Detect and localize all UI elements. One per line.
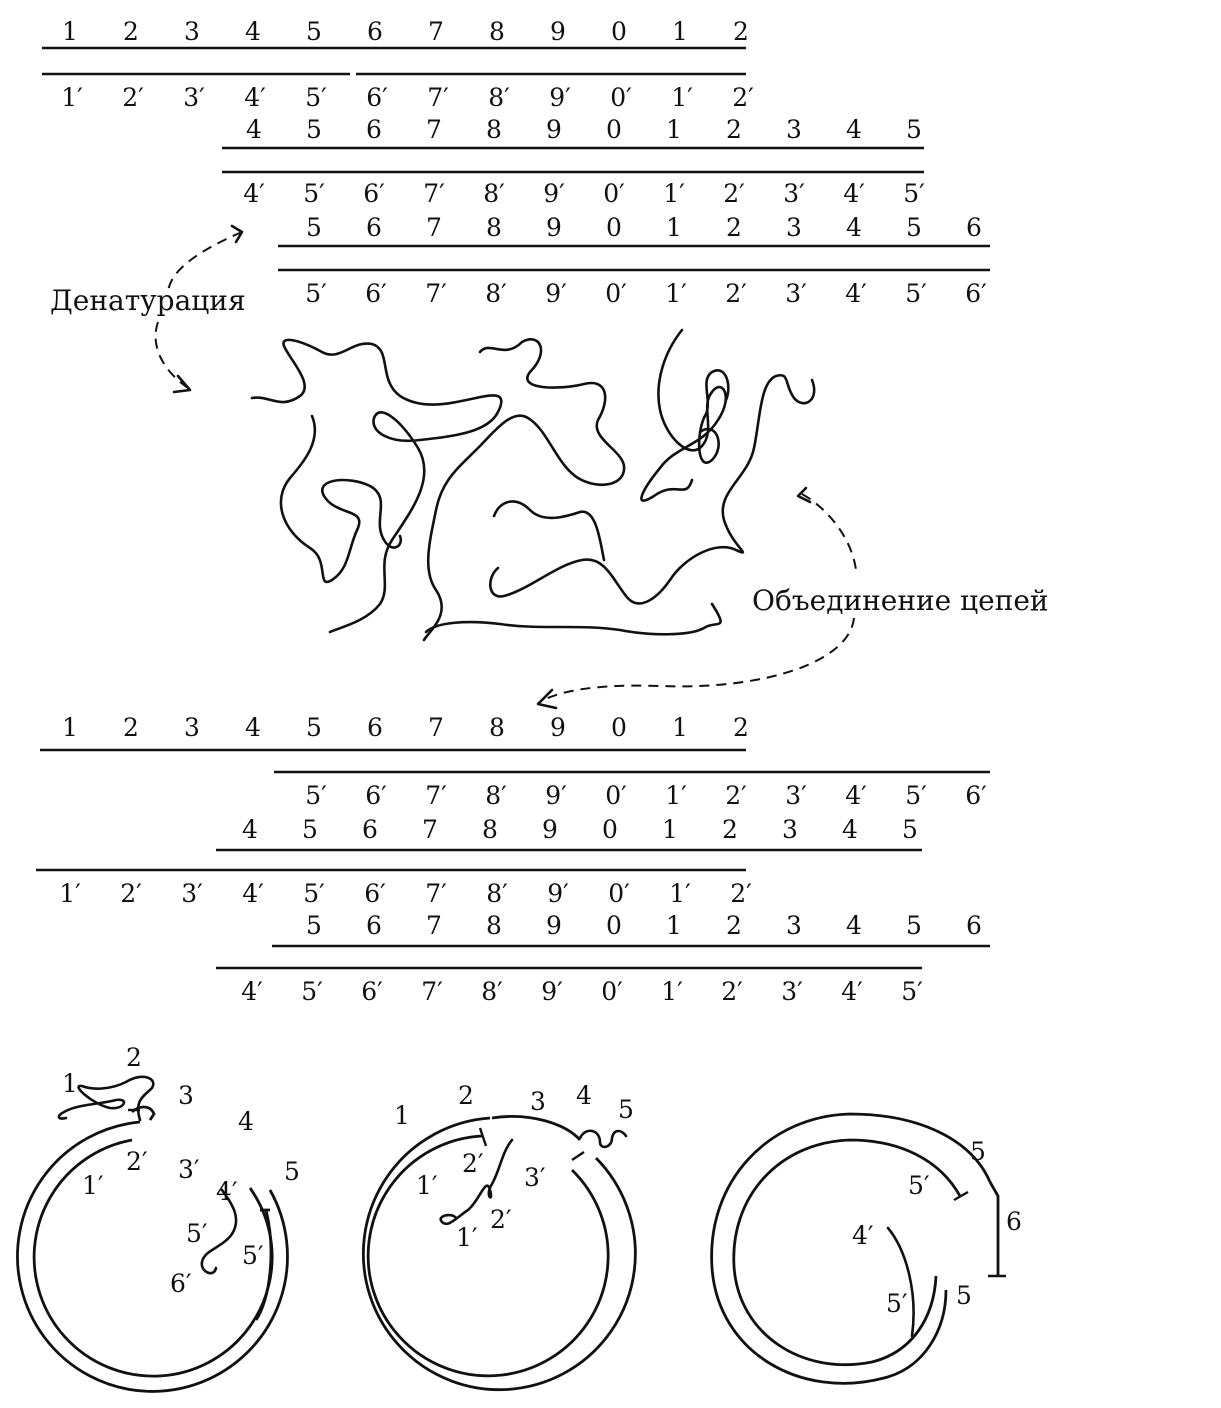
annealed-row-3-label-9: 2 xyxy=(722,815,738,844)
annealed-row-4-label-3: 3′ xyxy=(181,879,203,908)
duplex-3-top-label-6: 0 xyxy=(606,213,622,242)
circle-2-outer-ring-arc xyxy=(363,1118,635,1390)
duplex-3-bottom-label-11: 5′ xyxy=(905,279,927,308)
annealed-row-4-label-4: 4′ xyxy=(242,879,264,908)
duplex-3-top-label-8: 2 xyxy=(726,213,742,242)
duplex-3-bottom-label-6: 0′ xyxy=(605,279,627,308)
annealed-row-4-label-9: 9′ xyxy=(547,879,569,908)
duplex-1-bottom-label-2: 2′ xyxy=(122,83,144,112)
annealed-row-2-label-7: 1′ xyxy=(665,781,687,810)
annealed-row-6-label-8: 1′ xyxy=(661,977,683,1006)
annealed-row-3-label-8: 1 xyxy=(662,815,678,844)
duplex-1-top-label-9: 9 xyxy=(550,17,566,46)
annealed-row-6-label-4: 7′ xyxy=(421,977,443,1006)
c3-inner-4: 4′ xyxy=(852,1221,874,1250)
annealed-row-2-label-2: 6′ xyxy=(365,781,387,810)
top-duplex-labels xyxy=(61,17,987,308)
tangle-strand-8 xyxy=(426,604,721,634)
c1-outer-1: 1 xyxy=(62,1069,78,1098)
annealed-row-4-label-7: 7′ xyxy=(425,879,447,908)
duplex-3-bottom-label-12: 6′ xyxy=(965,279,987,308)
duplex-2 xyxy=(222,148,924,172)
c2-inner-1b: 1′ xyxy=(456,1223,478,1252)
annealed-row-1-label-11: 1 xyxy=(672,713,688,742)
duplex-1-bottom-label-11: 1′ xyxy=(671,83,693,112)
duplex-3-bottom-label-3: 7′ xyxy=(425,279,447,308)
annealed-row-6-label-11: 4′ xyxy=(841,977,863,1006)
annealed-row-1-label-5: 5 xyxy=(306,713,322,742)
duplex-2-bottom-label-8: 1′ xyxy=(663,179,685,208)
duplex-1-bottom-label-9: 9′ xyxy=(549,83,571,112)
duplex-1-top-label-5: 5 xyxy=(306,17,322,46)
duplex-3-bottom-label-5: 9′ xyxy=(545,279,567,308)
duplex-2-top-label-10: 3 xyxy=(786,115,802,144)
duplex-2-top-label-5: 8 xyxy=(486,115,502,144)
annealed-row-6-label-3: 6′ xyxy=(361,977,383,1006)
c3-inner-5b: 5′ xyxy=(886,1289,908,1318)
duplex-2-bottom-label-4: 7′ xyxy=(423,179,445,208)
duplex-1-top-label-3: 3 xyxy=(184,17,200,46)
duplex-2-bottom-label-1: 4′ xyxy=(243,179,265,208)
duplex-2-bottom-label-9: 2′ xyxy=(723,179,745,208)
annealed-row-6-label-1: 4′ xyxy=(241,977,263,1006)
annealed-row-6-label-5: 8′ xyxy=(481,977,503,1006)
annealed-row-5-label-8: 2 xyxy=(726,911,742,940)
annealed-row-1-label-6: 6 xyxy=(367,713,383,742)
duplex-2-bottom-label-3: 6′ xyxy=(363,179,385,208)
circle-2-outer-top xyxy=(492,1116,580,1140)
annealed-row-1-label-12: 2 xyxy=(733,713,749,742)
annealed-row-3-label-11: 4 xyxy=(842,815,858,844)
duplex-2-top-label-9: 2 xyxy=(726,115,742,144)
duplex-3-top-label-5: 9 xyxy=(546,213,562,242)
annealed-row-2-label-8: 2′ xyxy=(725,781,747,810)
annealed-row-5-label-10: 4 xyxy=(846,911,862,940)
circle-2-inner-ring-arc xyxy=(368,1136,608,1376)
annealed-row-5-label-1: 5 xyxy=(306,911,322,940)
duplex-1-top-label-8: 8 xyxy=(489,17,505,46)
duplex-3-bottom-label-2: 6′ xyxy=(365,279,387,308)
annealed-row-4-label-5: 5′ xyxy=(303,879,325,908)
annealed-row-6-label-10: 3′ xyxy=(781,977,803,1006)
annealed-row-3-label-6: 9 xyxy=(542,815,558,844)
duplex-2-bottom-label-2: 5′ xyxy=(303,179,325,208)
c1-outer-5: 5 xyxy=(284,1157,300,1186)
duplex-3-top-label-9: 3 xyxy=(786,213,802,242)
duplex-1-bottom-label-5: 5′ xyxy=(305,83,327,112)
duplex-2-top-label-3: 6 xyxy=(366,115,382,144)
c1-inner-5a: 5′ xyxy=(186,1219,208,1248)
duplex-1-bottom-label-12: 2′ xyxy=(732,83,754,112)
annealed-row-2-label-3: 7′ xyxy=(425,781,447,810)
circle-3-outer-ring xyxy=(712,1114,990,1383)
circle-2 xyxy=(363,1116,635,1389)
tangle-strand-6 xyxy=(490,375,814,603)
annealed-row-2-label-4: 8′ xyxy=(485,781,507,810)
duplex-2-top-label-11: 4 xyxy=(846,115,862,144)
c2-outer-5: 5 xyxy=(618,1095,634,1124)
duplex-1-top-label-1: 1 xyxy=(62,17,78,46)
annealed-row-3-label-3: 6 xyxy=(362,815,378,844)
duplex-1-bottom-label-10: 0′ xyxy=(610,83,632,112)
duplex-3-top-label-1: 5 xyxy=(306,213,322,242)
c2-outer-4: 4 xyxy=(576,1081,592,1110)
circle-2-displaced-strand xyxy=(580,1131,626,1147)
denaturation-arrow-upper xyxy=(168,232,242,292)
duplex-2-top-label-2: 5 xyxy=(306,115,322,144)
tangle-strand-2 xyxy=(281,416,401,582)
tangle-strand-5 xyxy=(699,370,728,462)
duplex-1-bottom-label-1: 1′ xyxy=(61,83,83,112)
duplex-3-top-label-7: 1 xyxy=(666,213,682,242)
duplex-2-top-label-1: 4 xyxy=(246,115,262,144)
annealed-row-4-label-1: 1′ xyxy=(59,879,81,908)
annealed-row-2-label-11: 5′ xyxy=(905,781,927,810)
denaturation-arrow-lower xyxy=(156,322,188,388)
annealed-row-3-label-4: 7 xyxy=(422,815,438,844)
joining-arrow-upper xyxy=(802,494,856,570)
circle-3-inner-tick xyxy=(954,1192,968,1200)
annealed-row-5-label-2: 6 xyxy=(366,911,382,940)
duplex-2-bottom-label-12: 5′ xyxy=(903,179,925,208)
tangle-strand-4 xyxy=(641,330,725,501)
c2-outer-3: 3 xyxy=(530,1087,546,1116)
annealed-row-1-label-1: 1 xyxy=(62,713,78,742)
tangle-strand-3 xyxy=(424,339,624,640)
duplex-1-bottom-label-6: 6′ xyxy=(366,83,388,112)
duplex-3-bottom-label-9: 3′ xyxy=(785,279,807,308)
c1-inner-4: 4′ xyxy=(216,1177,238,1206)
c2-inner-2b: 2′ xyxy=(490,1205,512,1234)
c2-inner-2a: 2′ xyxy=(462,1149,484,1178)
annealed-row-2-label-9: 3′ xyxy=(785,781,807,810)
duplex-3-bottom-label-1: 5′ xyxy=(305,279,327,308)
duplex-1-top-label-12: 2 xyxy=(733,17,749,46)
circle-1-labels xyxy=(62,1043,300,1298)
c2-inner-3: 3′ xyxy=(524,1163,546,1192)
annealed-row-6-label-12: 5′ xyxy=(901,977,923,1006)
c1-outer-2: 2 xyxy=(126,1043,142,1072)
duplex-3-bottom-label-4: 8′ xyxy=(485,279,507,308)
annealed-row-5-label-9: 3 xyxy=(786,911,802,940)
annealed-row-5-label-7: 1 xyxy=(666,911,682,940)
annealed-row-1-label-4: 4 xyxy=(245,713,261,742)
circle-1-inner-ring-arc xyxy=(34,1140,272,1376)
duplex-1-top-label-6: 6 xyxy=(367,17,383,46)
annealed-row-4-label-8: 8′ xyxy=(486,879,508,908)
duplex-2-top-label-12: 5 xyxy=(906,115,922,144)
duplex-3-top-label-2: 6 xyxy=(366,213,382,242)
c1-inner-6: 6′ xyxy=(170,1269,192,1298)
duplex-3-top-label-12: 6 xyxy=(966,213,982,242)
annealed-row-5-label-6: 0 xyxy=(606,911,622,940)
c3-inner-5a: 5′ xyxy=(908,1171,930,1200)
duplex-2-top-label-8: 1 xyxy=(666,115,682,144)
duplex-1-top-label-7: 7 xyxy=(428,17,444,46)
circle-3-outer-flap xyxy=(990,1182,998,1276)
tangle-strand-1 xyxy=(252,340,501,632)
annealed-row-5-label-4: 8 xyxy=(486,911,502,940)
joining-caption: Объединение цепей xyxy=(752,584,1049,617)
annealed-row-3-label-12: 5 xyxy=(902,815,918,844)
duplex-1-bottom-label-4: 4′ xyxy=(244,83,266,112)
annealed-row-2-label-6: 0′ xyxy=(605,781,627,810)
duplex-1-bottom-label-8: 8′ xyxy=(488,83,510,112)
annealed-row-5-label-11: 5 xyxy=(906,911,922,940)
annealed-row-3-label-2: 5 xyxy=(302,815,318,844)
annealed-row-5-label-12: 6 xyxy=(966,911,982,940)
duplex-3-top-label-3: 7 xyxy=(426,213,442,242)
annealed-strand-labels xyxy=(59,713,987,1006)
annealed-row-1-label-2: 2 xyxy=(123,713,139,742)
annealed-row-2-label-1: 5′ xyxy=(305,781,327,810)
duplex-2-top-label-7: 0 xyxy=(606,115,622,144)
circle-2-nick xyxy=(572,1152,584,1160)
duplex-1-bottom-label-7: 7′ xyxy=(427,83,449,112)
annealed-row-5-label-5: 9 xyxy=(546,911,562,940)
c3-outer-5b: 5 xyxy=(956,1281,972,1310)
annealed-row-6-label-9: 2′ xyxy=(721,977,743,1006)
circle-2-labels xyxy=(394,1081,634,1252)
annealed-row-1-label-9: 9 xyxy=(550,713,566,742)
duplex-1-top-label-2: 2 xyxy=(123,17,139,46)
duplex-1-top-label-10: 0 xyxy=(611,17,627,46)
circle-3-free-strand xyxy=(888,1228,914,1336)
annealed-row-2-label-10: 4′ xyxy=(845,781,867,810)
c1-outer-4: 4 xyxy=(238,1107,254,1136)
c3-outer-6: 6 xyxy=(1006,1207,1022,1236)
annealed-row-3-label-10: 3 xyxy=(782,815,798,844)
annealed-row-4-label-2: 2′ xyxy=(120,879,142,908)
duplex-2-bottom-label-7: 0′ xyxy=(603,179,625,208)
annealed-row-6-label-2: 5′ xyxy=(301,977,323,1006)
annealed-row-2-label-5: 9′ xyxy=(545,781,567,810)
annealed-row-3-label-7: 0 xyxy=(602,815,618,844)
annealed-row-1-label-8: 8 xyxy=(489,713,505,742)
duplex-1-bottom-label-3: 3′ xyxy=(183,83,205,112)
annealed-row-3-label-1: 4 xyxy=(242,815,258,844)
c1-inner-1: 1′ xyxy=(82,1171,104,1200)
annealed-row-4-label-11: 1′ xyxy=(669,879,691,908)
annealed-row-5-label-3: 7 xyxy=(426,911,442,940)
c2-inner-1a: 1′ xyxy=(416,1171,438,1200)
duplex-1 xyxy=(42,48,746,74)
circle-3-labels xyxy=(852,1137,1022,1318)
duplex-3-top-label-11: 5 xyxy=(906,213,922,242)
c2-outer-2: 2 xyxy=(458,1081,474,1110)
denaturation-caption: Денатурация xyxy=(50,284,246,317)
duplex-2-top-label-4: 7 xyxy=(426,115,442,144)
c1-outer-3: 3 xyxy=(178,1081,194,1110)
duplex-3-top-label-10: 4 xyxy=(846,213,862,242)
annealed-row-1-label-3: 3 xyxy=(184,713,200,742)
annealed-row-6-label-6: 9′ xyxy=(541,977,563,1006)
duplex-2-bottom-label-5: 8′ xyxy=(483,179,505,208)
duplex-2-bottom-label-6: 9′ xyxy=(543,179,565,208)
joining-arrowhead xyxy=(538,690,556,708)
c1-inner-3: 3′ xyxy=(178,1155,200,1184)
annealed-row-4-label-10: 0′ xyxy=(608,879,630,908)
duplex-2-bottom-label-11: 4′ xyxy=(843,179,865,208)
duplex-3 xyxy=(278,246,990,270)
c1-inner-5b: 5′ xyxy=(242,1241,264,1270)
duplex-3-bottom-label-7: 1′ xyxy=(665,279,687,308)
annealed-row-2-label-12: 6′ xyxy=(965,781,987,810)
annealed-row-1-label-10: 0 xyxy=(611,713,627,742)
duplex-1-top-label-4: 4 xyxy=(245,17,261,46)
single-strand-tangle xyxy=(252,330,814,640)
duplex-3-bottom-label-10: 4′ xyxy=(845,279,867,308)
tangle-strand-7 xyxy=(494,501,604,560)
c2-outer-1: 1 xyxy=(394,1101,410,1130)
duplex-2-top-label-6: 9 xyxy=(546,115,562,144)
c3-outer-5a: 5 xyxy=(970,1137,986,1166)
annealed-row-3-label-5: 8 xyxy=(482,815,498,844)
annealed-row-6-label-7: 0′ xyxy=(601,977,623,1006)
annealed-row-4-label-12: 2′ xyxy=(730,879,752,908)
duplex-3-top-label-4: 8 xyxy=(486,213,502,242)
duplex-2-bottom-label-10: 3′ xyxy=(783,179,805,208)
c1-inner-2: 2′ xyxy=(126,1147,148,1176)
duplex-1-top-label-11: 1 xyxy=(672,17,688,46)
annealed-row-4-label-6: 6′ xyxy=(364,879,386,908)
annealed-row-1-label-7: 7 xyxy=(428,713,444,742)
duplex-3-bottom-label-8: 2′ xyxy=(725,279,747,308)
